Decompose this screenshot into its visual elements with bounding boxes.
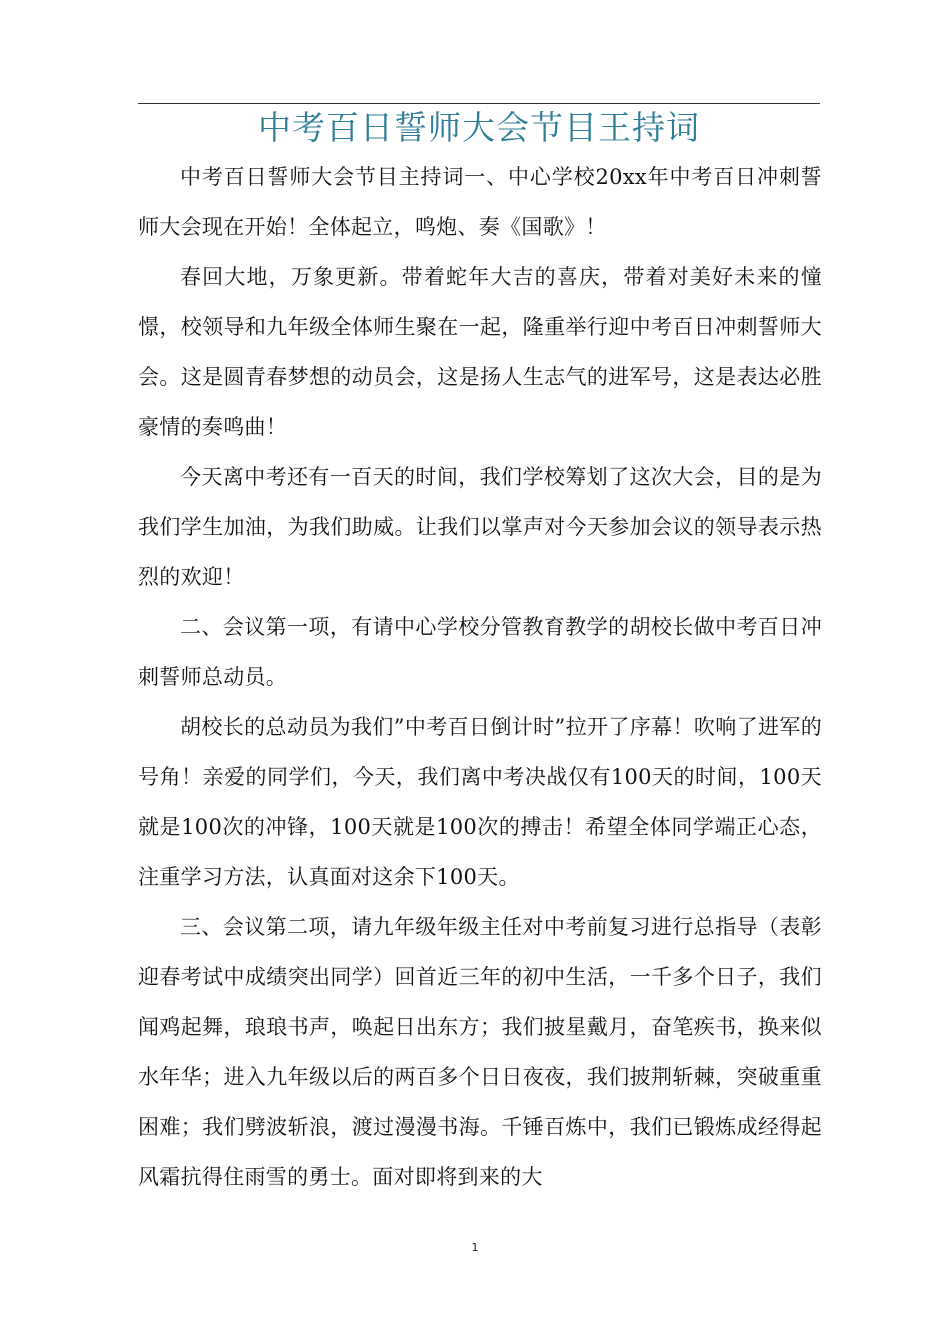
paragraph: 春回大地，万象更新。带着蛇年大吉的喜庆，带着对美好未来的憧憬，校领导和九年级全体师生聚在一起，隆重举行迎中考百日冲刺誓师大会。这是圆青春梦想的动员会，这是扬人生志气的进军号，这是表达必胜豪情的奏鸣曲！ [138, 265, 822, 439]
paragraph: 三、会议第二项，请九年级年级主任对中考前复习进行总指导（表彰迎春考试中成绩突出同学）回首近三年的初中生活，一千多个日子，我们闻鸡起舞，琅琅书声，唤起日出东方；我们披星戴月，奋笔疾书，换来似水年华；进入九年级以后的两百多个日日夜夜，我们披荆斩棘，突破重重困难；我们劈波斩浪，渡过漫漫书海。千锤百炼中，我们已锻炼成经得起风霜抗得住雨雪的勇士。面对即将到来的大 [138, 915, 822, 1189]
document-body [138, 152, 822, 1202]
page-number: 1 [471, 1241, 479, 1254]
paragraph: 胡校长的总动员为我们”中考百日倒计时”拉开了序幕！吹响了进军的号角！亲爱的同学们，今天，我们离中考决战仅有100天的时间，100天就是100次的冲锋，100天就是100次的搏击！希望全体同学端正心态，注重学习方法，认真面对这余下100天。 [138, 715, 822, 889]
paragraph: 二、会议第一项，有请中心学校分管教育教学的胡校长做中考百日冲刺誓师总动员。 [138, 615, 822, 689]
paragraph: 今天离中考还有一百天的时间，我们学校筹划了这次大会，目的是为我们学生加油，为我们助威。让我们以掌声对今天参加会议的领导表示热烈的欢迎！ [138, 465, 822, 589]
paragraph: 中考百日誓师大会节目主持词一、中心学校20xx年中考百日冲刺誓师大会现在开始！全体起立，鸣炮、奏《国歌》！ [138, 165, 822, 239]
document-title: 中考百日誓师大会节目王持词 [258, 108, 700, 147]
